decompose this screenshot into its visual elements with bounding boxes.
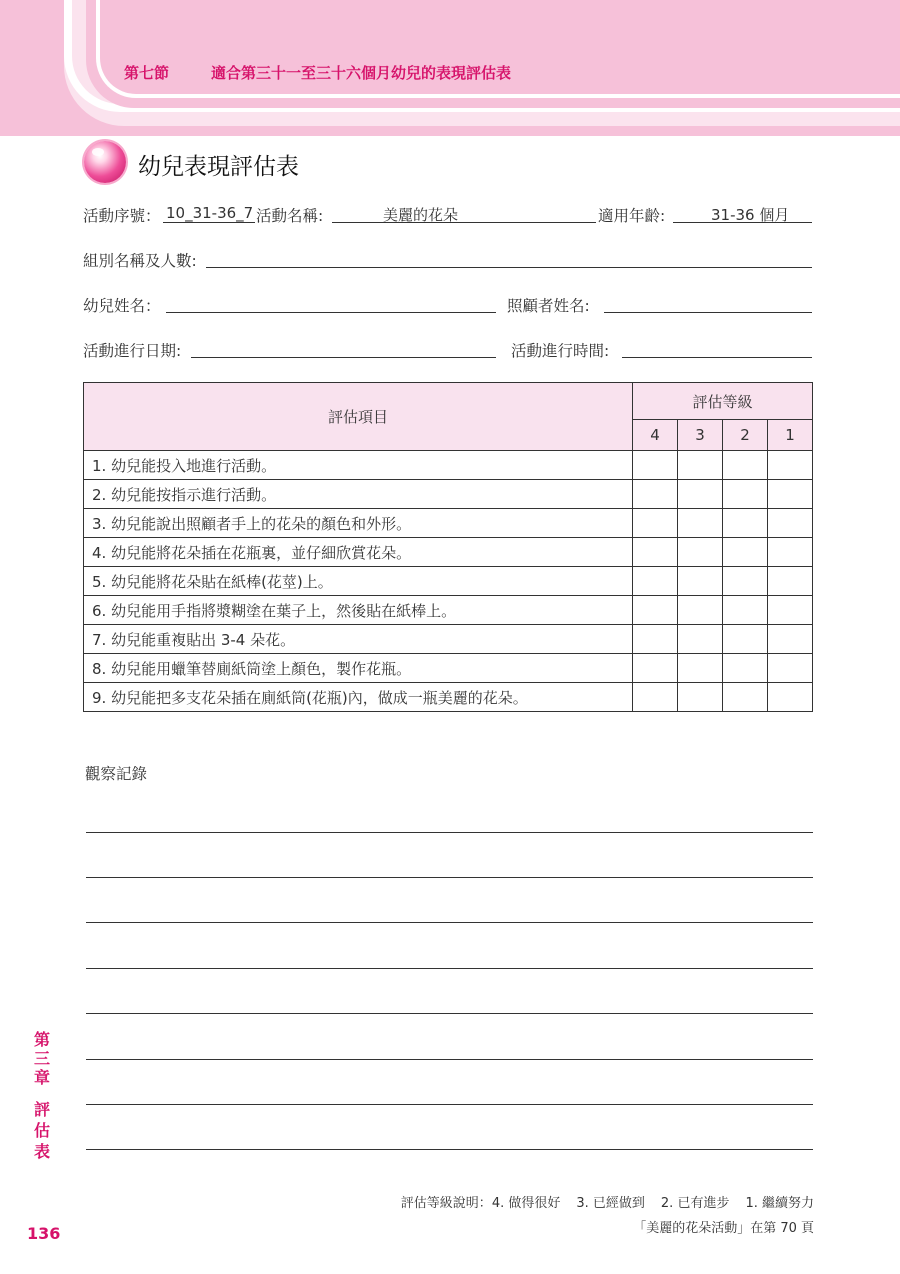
grade-1-cell[interactable] bbox=[768, 596, 813, 625]
activity-no-field[interactable] bbox=[163, 222, 255, 223]
age-label: 適用年齡: bbox=[598, 207, 666, 225]
grade-3-cell[interactable] bbox=[678, 625, 723, 654]
grade-4-cell[interactable] bbox=[633, 625, 678, 654]
grade-4-cell[interactable] bbox=[633, 654, 678, 683]
grade-4-cell[interactable] bbox=[633, 480, 678, 509]
table-row bbox=[84, 683, 813, 712]
side-name-char: 估 bbox=[33, 1121, 50, 1140]
group-field[interactable] bbox=[206, 267, 812, 268]
caregiver-label: 照顧者姓名: bbox=[507, 297, 590, 315]
grade-3-cell[interactable] bbox=[678, 451, 723, 480]
legend-item: 2. 已有進步 bbox=[660, 1196, 730, 1211]
grade-3-cell[interactable] bbox=[678, 683, 723, 712]
grade-2-cell[interactable] bbox=[723, 451, 768, 480]
observation-line[interactable] bbox=[86, 832, 813, 833]
evaluation-item: 7. 幼兒能重複貼出 3-4 朵花。 bbox=[84, 625, 633, 654]
table-row bbox=[84, 567, 813, 596]
grade-3-cell[interactable] bbox=[678, 654, 723, 683]
grade-1-cell[interactable] bbox=[768, 509, 813, 538]
legend-item: 1. 繼續努力 bbox=[745, 1196, 814, 1211]
pink-circle-icon bbox=[84, 141, 126, 183]
grade-legend-label: 評估等級說明： bbox=[400, 1196, 492, 1211]
grade-4-cell[interactable] bbox=[633, 538, 678, 567]
age-field[interactable] bbox=[673, 222, 812, 223]
evaluation-item: 4. 幼兒能將花朵插在花瓶裏，並仔細欣賞花朵。 bbox=[84, 538, 633, 567]
date-label: 活動進行日期: bbox=[83, 342, 182, 360]
observation-line[interactable] bbox=[86, 1104, 813, 1105]
grade-4-cell[interactable] bbox=[633, 509, 678, 538]
age-value: 31-36 個月 bbox=[711, 206, 790, 224]
evaluation-table bbox=[83, 382, 813, 712]
page-number: 136 bbox=[27, 1224, 61, 1243]
grade-3-cell[interactable] bbox=[678, 509, 723, 538]
observation-line[interactable] bbox=[86, 968, 813, 969]
grade-2-cell[interactable] bbox=[723, 480, 768, 509]
grade-1-cell[interactable] bbox=[768, 625, 813, 654]
grade-2-cell[interactable] bbox=[723, 538, 768, 567]
grade-2-cell[interactable] bbox=[723, 567, 768, 596]
grade-1-cell[interactable] bbox=[768, 567, 813, 596]
time-label: 活動進行時間: bbox=[511, 342, 610, 360]
grade-2-cell[interactable] bbox=[723, 509, 768, 538]
header-stripe-inner bbox=[96, 0, 900, 98]
date-field[interactable] bbox=[191, 357, 496, 358]
table-row bbox=[84, 451, 813, 480]
grade-3-cell[interactable] bbox=[678, 480, 723, 509]
activity-name-label: 活動名稱: bbox=[256, 207, 324, 225]
side-name-char: 評 bbox=[33, 1100, 50, 1119]
grade-1-cell[interactable] bbox=[768, 480, 813, 509]
grade-4-cell[interactable] bbox=[633, 567, 678, 596]
grade-4-cell[interactable] bbox=[633, 683, 678, 712]
activity-name-field[interactable] bbox=[332, 222, 596, 223]
table-row bbox=[84, 480, 813, 509]
activity-no-label: 活動序號： bbox=[83, 207, 161, 225]
evaluation-item: 6. 幼兒能用手指將漿糊塗在葉子上，然後貼在紙棒上。 bbox=[84, 596, 633, 625]
grade-4-cell[interactable] bbox=[633, 596, 678, 625]
grade-2-header: 2 bbox=[723, 420, 768, 451]
grade-3-header: 3 bbox=[678, 420, 723, 451]
evaluation-item: 5. 幼兒能將花朵貼在紙棒(花莖)上。 bbox=[84, 567, 633, 596]
grade-1-cell[interactable] bbox=[768, 683, 813, 712]
grade-2-cell[interactable] bbox=[723, 654, 768, 683]
caregiver-field[interactable] bbox=[604, 312, 812, 313]
evaluation-item: 3. 幼兒能說出照顧者手上的花朵的顏色和外形。 bbox=[84, 509, 633, 538]
evaluation-item: 1. 幼兒能投入地進行活動。 bbox=[84, 451, 633, 480]
legend-item: 4. 做得很好 bbox=[491, 1196, 561, 1211]
table-row bbox=[84, 596, 813, 625]
activity-no-value: 10_31-36_7 bbox=[166, 204, 254, 222]
legend-item: 3. 已經做到 bbox=[576, 1196, 645, 1211]
evaluation-item: 2. 幼兒能按指示進行活動。 bbox=[84, 480, 633, 509]
grade-1-cell[interactable] bbox=[768, 654, 813, 683]
grade-1-cell[interactable] bbox=[768, 538, 813, 567]
side-chapter-char: 章 bbox=[33, 1068, 50, 1087]
grade-2-cell[interactable] bbox=[723, 596, 768, 625]
table-row bbox=[84, 625, 813, 654]
section-title: 適合第三十一至三十六個月幼兒的表現評估表 bbox=[211, 64, 512, 82]
table-row bbox=[84, 654, 813, 683]
observation-line[interactable] bbox=[86, 877, 813, 878]
section-number: 第七節 bbox=[124, 64, 170, 82]
observation-label: 觀察記錄 bbox=[85, 765, 148, 783]
page-reference: 「美麗的花朵活動」在第 70 頁 bbox=[633, 1221, 814, 1236]
table-row bbox=[84, 509, 813, 538]
observation-line[interactable] bbox=[86, 1149, 813, 1150]
grade-legend bbox=[401, 1192, 814, 1211]
table-header-grade: 評估等級 bbox=[633, 383, 813, 420]
grade-3-cell[interactable] bbox=[678, 567, 723, 596]
grade-1-header: 1 bbox=[768, 420, 813, 451]
grade-4-header: 4 bbox=[633, 420, 678, 451]
page-title: 幼兒表現評估表 bbox=[138, 154, 299, 180]
table-header-item: 評估項目 bbox=[84, 383, 633, 451]
grade-1-cell[interactable] bbox=[768, 451, 813, 480]
grade-4-cell[interactable] bbox=[633, 451, 678, 480]
grade-2-cell[interactable] bbox=[723, 625, 768, 654]
child-name-label: 幼兒姓名： bbox=[83, 297, 161, 315]
table-row bbox=[84, 538, 813, 567]
grade-2-cell[interactable] bbox=[723, 683, 768, 712]
group-label: 組別名稱及人數: bbox=[83, 252, 197, 270]
side-name-char: 表 bbox=[33, 1142, 50, 1161]
observation-line[interactable] bbox=[86, 1059, 813, 1060]
time-field[interactable] bbox=[622, 357, 812, 358]
side-chapter-char: 第 bbox=[33, 1030, 50, 1049]
observation-line[interactable] bbox=[86, 922, 813, 923]
grade-3-cell[interactable] bbox=[678, 596, 723, 625]
evaluation-item: 9. 幼兒能把多支花朵插在廁紙筒(花瓶)內，做成一瓶美麗的花朵。 bbox=[84, 683, 633, 712]
observation-line[interactable] bbox=[86, 1013, 813, 1014]
activity-name-value: 美麗的花朵 bbox=[383, 206, 459, 224]
grade-3-cell[interactable] bbox=[678, 538, 723, 567]
evaluation-item: 8. 幼兒能用蠟筆替廁紙筒塗上顏色，製作花瓶。 bbox=[84, 654, 633, 683]
side-chapter-char: 三 bbox=[33, 1049, 50, 1068]
child-name-field[interactable] bbox=[166, 312, 496, 313]
